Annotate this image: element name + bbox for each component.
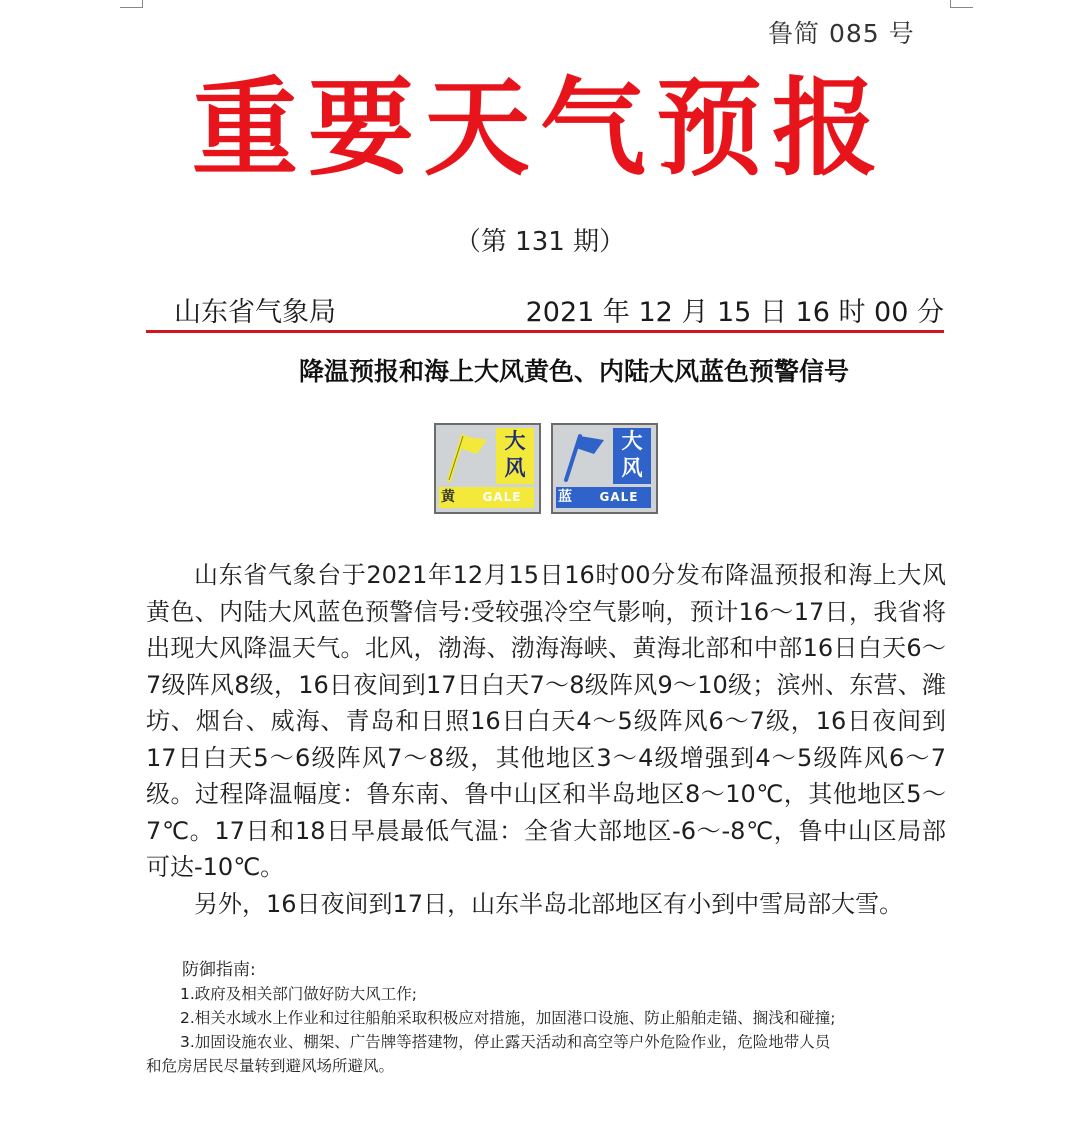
- defense-guide: [146, 958, 956, 1078]
- signal-code: GALE: [599, 490, 639, 504]
- signal-char-2: 风: [504, 456, 526, 480]
- forecast-paragraph-1: 山东省气象台于2021年12月15日16时00分发布降温预报和海上大风黄色、内陆大风蓝色预警信号:受较强冷空气影响，预计16～17日，我省将出现大风降温天气。北风，渤海、渤海海峡、黄海北部和中部16日白天6～7级阵风8级，16日夜间到17日白天7～8级阵风9～10级；滨州、东营、潍坊、烟台、威海、青岛和日照16日白天4～5级阵风6～7级，16日夜间到17日白天5～6级阵风7～8级，其他地区3～4级增强到4～5级阵风6～7级。过程降温幅度：鲁东南、鲁中山区和半岛地区8～10℃，其他地区5～7℃。17日和18日早晨最低气温：全省大部地区-6～-8℃，鲁中山区局部可达-10℃。: [146, 561, 946, 881]
- signal-bar: [439, 487, 534, 508]
- issuer-row: [146, 286, 944, 333]
- guide-item-2: 2.相关水域水上作业和过往船舶采取积极应对措施，加固港口设施、防止船舶走锚、搁浅和碰撞;: [180, 1009, 836, 1027]
- windsock-icon: [556, 428, 610, 484]
- signal-chinese-label: [613, 428, 651, 484]
- issuer: 山东省气象局: [174, 297, 336, 328]
- signal-chinese-label: [496, 428, 534, 484]
- signal-level: 黄: [441, 489, 455, 505]
- issued-time: 2021 年 12 月 15 日 16 时 00 分: [525, 297, 944, 328]
- forecast-body: [146, 557, 946, 922]
- issue-number: （第 131 期）: [454, 227, 626, 257]
- yellow-gale-signal: [434, 423, 541, 514]
- guide-item-3-continued: 和危房居民尽量转到避风场所避风。: [146, 1057, 395, 1075]
- guide-item-1: 1.政府及相关部门做好防大风工作;: [180, 985, 418, 1003]
- crop-mark-right: [950, 0, 973, 8]
- crop-mark-left: [120, 0, 143, 8]
- signal-bar: [556, 487, 651, 508]
- windsock-icon: [439, 428, 493, 484]
- signal-code: GALE: [482, 490, 522, 504]
- page-title: 重要天气预报: [192, 67, 888, 190]
- blue-gale-signal: [551, 423, 658, 514]
- signal-char-2: 风: [621, 456, 643, 480]
- signal-level: 蓝: [558, 489, 572, 505]
- guide-item-3: 3.加固设施农业、棚架、广告牌等搭建物，停止露天活动和高空等户外危险作业，危险地带人员: [180, 1033, 831, 1051]
- document-code: 鲁简 085 号: [768, 19, 915, 48]
- guide-title: 防御指南:: [182, 960, 256, 980]
- signal-char-1: 大: [504, 429, 526, 453]
- signal-char-1: 大: [621, 429, 643, 453]
- warning-headline: 降温预报和海上大风黄色、内陆大风蓝色预警信号: [298, 357, 849, 386]
- forecast-paragraph-2: 另外，16日夜间到17日，山东半岛北部地区有小到中雪局部大雪。: [194, 889, 904, 918]
